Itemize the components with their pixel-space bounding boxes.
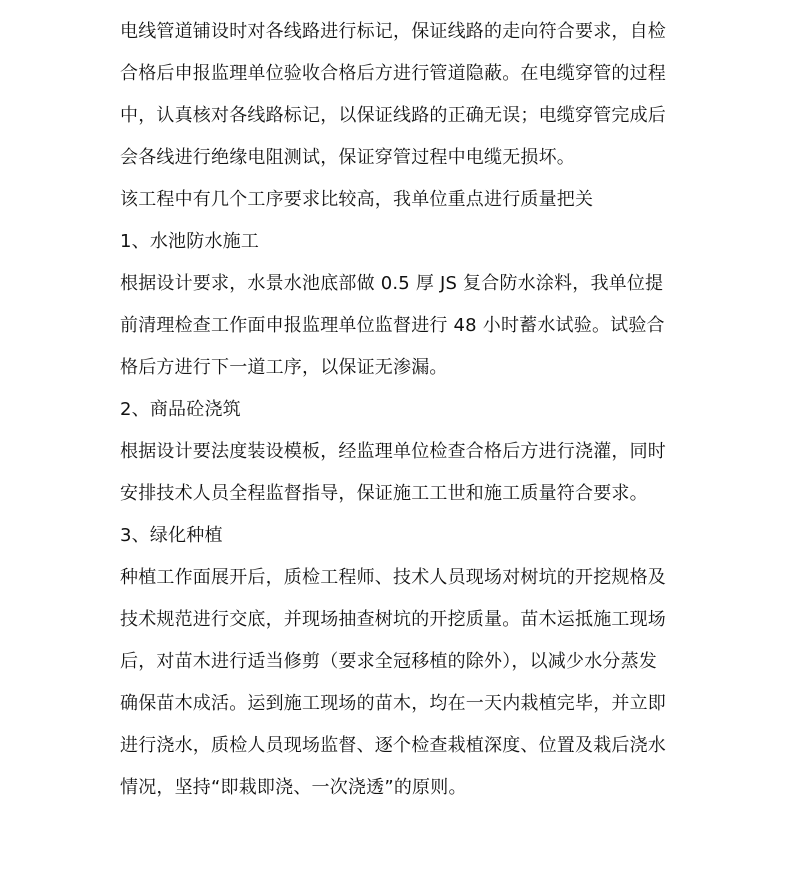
paragraph-line: 后，对苗木进行适当修剪（要求全冠移植的除外），以减少水分蒸发 bbox=[120, 651, 657, 672]
paragraph-line: 安排技术人员全程监督指导，保证施工工世和施工质量符合要求。 bbox=[120, 483, 648, 504]
paragraph-line: 情况，坚持“即栽即浇、一次浇透”的原则。 bbox=[120, 777, 467, 798]
paragraph-line: 技术规范进行交底，并现场抽查树坑的开挖质量。苗木运抵施工现场 bbox=[120, 609, 666, 630]
section-heading: 2、商品砼浇筑 bbox=[120, 399, 241, 420]
paragraph-line: 合格后申报监理单位验收合格后方进行管道隐蔽。在电缆穿管的过程 bbox=[120, 63, 666, 84]
paragraph-line: 中，认真核对各线路标记，以保证线路的正确无误；电缆穿管完成后 bbox=[120, 105, 666, 126]
paragraph-line: 种植工作面展开后，质检工程师、技术人员现场对树坑的开挖规格及 bbox=[120, 567, 666, 588]
section-heading: 1、水池防水施工 bbox=[120, 231, 260, 252]
paragraph-line: 该工程中有几个工序要求比较高，我单位重点进行质量把关 bbox=[120, 189, 594, 210]
paragraph-line: 前清理检查工作面申报监理单位监督进行 48 小时蓄水试验。试验合 bbox=[120, 315, 665, 336]
paragraph-line: 会各线进行绝缘电阻测试，保证穿管过程中电缆无损坏。 bbox=[120, 147, 575, 168]
paragraph-line: 格后方进行下一道工序，以保证无渗漏。 bbox=[120, 357, 448, 378]
section-heading: 3、绿化种植 bbox=[120, 525, 223, 546]
paragraph-line: 电线管道铺设时对各线路进行标记，保证线路的走向符合要求，自检 bbox=[120, 21, 666, 42]
paragraph-line: 确保苗木成活。运到施工现场的苗木，均在一天内栽植完毕，并立即 bbox=[120, 693, 666, 714]
paragraph-line: 进行浇水，质检人员现场监督、逐个检查栽植深度、位置及栽后浇水 bbox=[120, 735, 666, 756]
paragraph-line: 根据设计要求，水景水池底部做 0.5 厚 JS 复合防水涂料，我单位提 bbox=[120, 273, 664, 294]
paragraph-line: 根据设计要法度装设模板，经监理单位检查合格后方进行浇灌，同时 bbox=[120, 441, 666, 462]
